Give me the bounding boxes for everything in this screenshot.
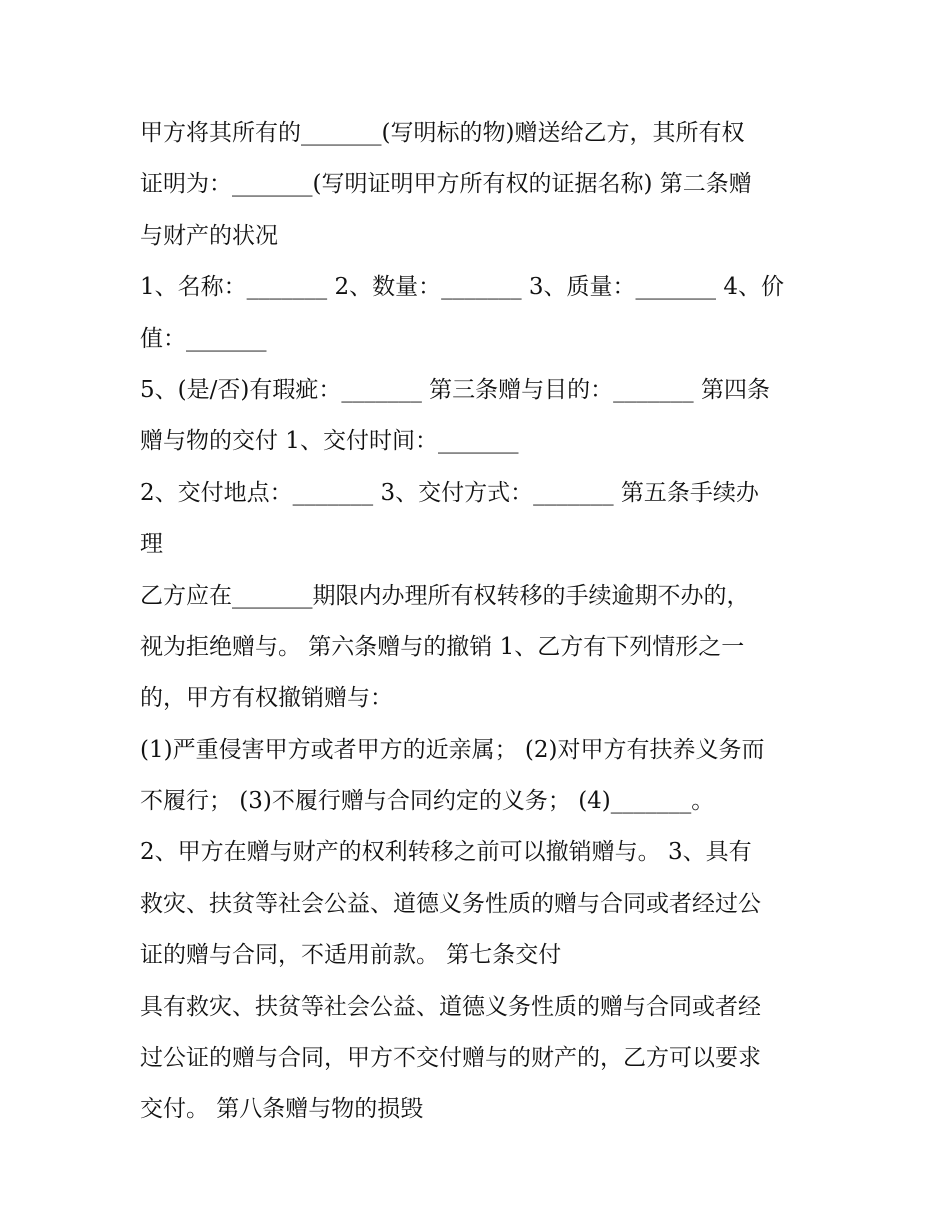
text-line: 与财产的状况: [140, 222, 278, 249]
text-line: 1、名称：_______ 2、数量：_______ 3、质量：_______ 4、价: [140, 274, 784, 301]
text-line: 救灾、扶贫等社会公益、道德义务性质的赠与合同或者经过公: [140, 890, 761, 917]
text-line: 甲方将其所有的_______(写明标的物)赠送给乙方，其所有权: [140, 120, 745, 146]
text-line: 视为拒绝赠与。 第六条赠与的撤销 1、乙方有下列情形之一: [140, 633, 745, 660]
text-line: 过公证的赠与合同，甲方不交付赠与的财产的，乙方可以要求: [140, 1045, 761, 1072]
text-line: 2、交付地点：_______ 3、交付方式：_______ 第五条手续办: [140, 479, 759, 506]
text-line: (1)严重侵害甲方或者甲方的近亲属； (2)对甲方有扶养义务而: [140, 736, 765, 763]
text-line: 证明为：_______(写明证明甲方所有权的证据名称) 第二条赠: [140, 171, 752, 198]
text-line: 不履行； (3)不履行赠与合同约定的义务； (4)_______。: [140, 788, 715, 815]
text-line: 赠与物的交付 1、交付时间：_______: [140, 428, 519, 455]
text-line: 乙方应在_______期限内办理所有权转移的手续逾期不办的，: [140, 582, 750, 609]
text-line: 2、甲方在赠与财产的权利转移之前可以撤销赠与。 3、具有: [140, 839, 752, 866]
text-line: 证的赠与合同，不适用前款。 第七条交付: [140, 942, 562, 969]
text-line: 理: [140, 531, 163, 558]
text-line: 5、(是/否)有瑕疵：_______ 第三条赠与目的：_______ 第四条: [140, 376, 770, 403]
text-line: 交付。 第八条赠与物的损毁: [140, 1096, 424, 1123]
text-line: 值：_______: [140, 325, 267, 352]
text-line: 具有救灾、扶贫等社会公益、道德义务性质的赠与合同或者经: [140, 993, 761, 1020]
text-line: 的，甲方有权撤销赠与：: [140, 685, 393, 712]
contract-body: [140, 108, 820, 1136]
